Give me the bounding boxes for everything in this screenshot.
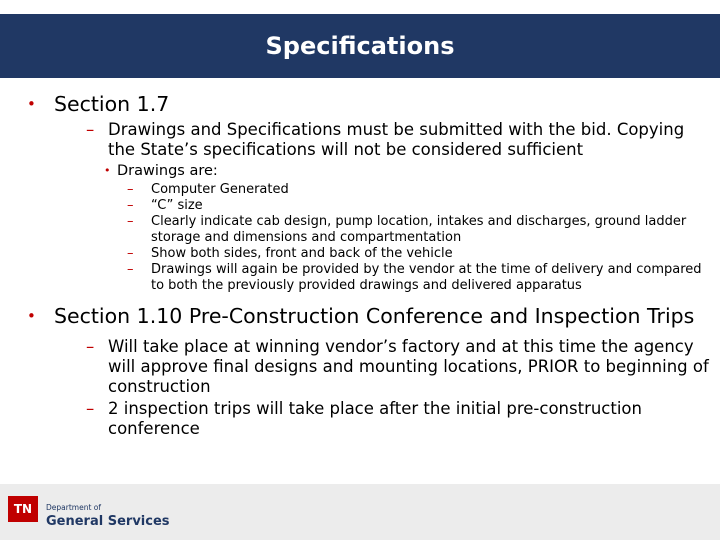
- list-item: [127, 246, 710, 262]
- item-text: Show both sides, front and back of the vehicle: [151, 246, 453, 261]
- item-text: Clearly indicate cab design, pump location, intakes and discharges, ground ladder storage and dimensions and compartmentation: [151, 214, 687, 245]
- dash-bullet-icon: –: [127, 182, 134, 197]
- list-item: [86, 337, 710, 397]
- dash-bullet-icon: –: [127, 198, 134, 213]
- dash-bullet-icon: –: [127, 246, 134, 261]
- slide-title: Specifications: [265, 32, 455, 60]
- bullet-icon: •: [27, 307, 36, 325]
- list-item: [127, 262, 710, 294]
- section-heading: Section 1.10 Pre-Construction Conference and Inspection Trips: [54, 304, 695, 328]
- list-item: [104, 162, 710, 180]
- list-item: [127, 198, 710, 214]
- bullet-icon: •: [27, 95, 36, 113]
- department-name: General Services: [46, 514, 170, 529]
- list-item: [127, 182, 710, 198]
- list-item: [86, 399, 710, 439]
- section-1-10: [24, 304, 710, 328]
- dash-bullet-icon: –: [86, 120, 95, 139]
- item-text: Drawings will again be provided by the vendor at the time of delivery and compared to both the previously provided drawings and delivered apparatus: [151, 262, 702, 293]
- item-text: Drawings and Specifications must be submitted with the bid. Copying the State’s specifications will not be considered sufficient: [108, 120, 685, 159]
- section-1-7: [24, 92, 710, 116]
- dash-bullet-icon: –: [86, 399, 95, 418]
- item-text: 2 inspection trips will take place after the initial pre-construction conference: [108, 399, 642, 438]
- sub-heading: Drawings are:: [117, 163, 218, 179]
- slide-body: [24, 92, 710, 439]
- dash-bullet-icon: –: [86, 337, 95, 356]
- bullet-icon: •: [104, 164, 111, 177]
- list-item: [127, 214, 710, 246]
- dash-bullet-icon: –: [127, 262, 134, 277]
- tn-logo: TN: [8, 496, 38, 522]
- department-label: Department of: [46, 503, 101, 512]
- item-text: “C” size: [151, 198, 203, 213]
- item-text: Computer Generated: [151, 182, 289, 197]
- item-text: Will take place at winning vendor’s factory and at this time the agency will approve final designs and mounting locations, PRIOR to beginning of construction: [108, 337, 709, 396]
- footer: [0, 484, 720, 540]
- title-bar: [0, 14, 720, 78]
- list-item: [86, 120, 710, 160]
- dash-bullet-icon: –: [127, 214, 134, 229]
- section-heading: Section 1.7: [54, 92, 170, 116]
